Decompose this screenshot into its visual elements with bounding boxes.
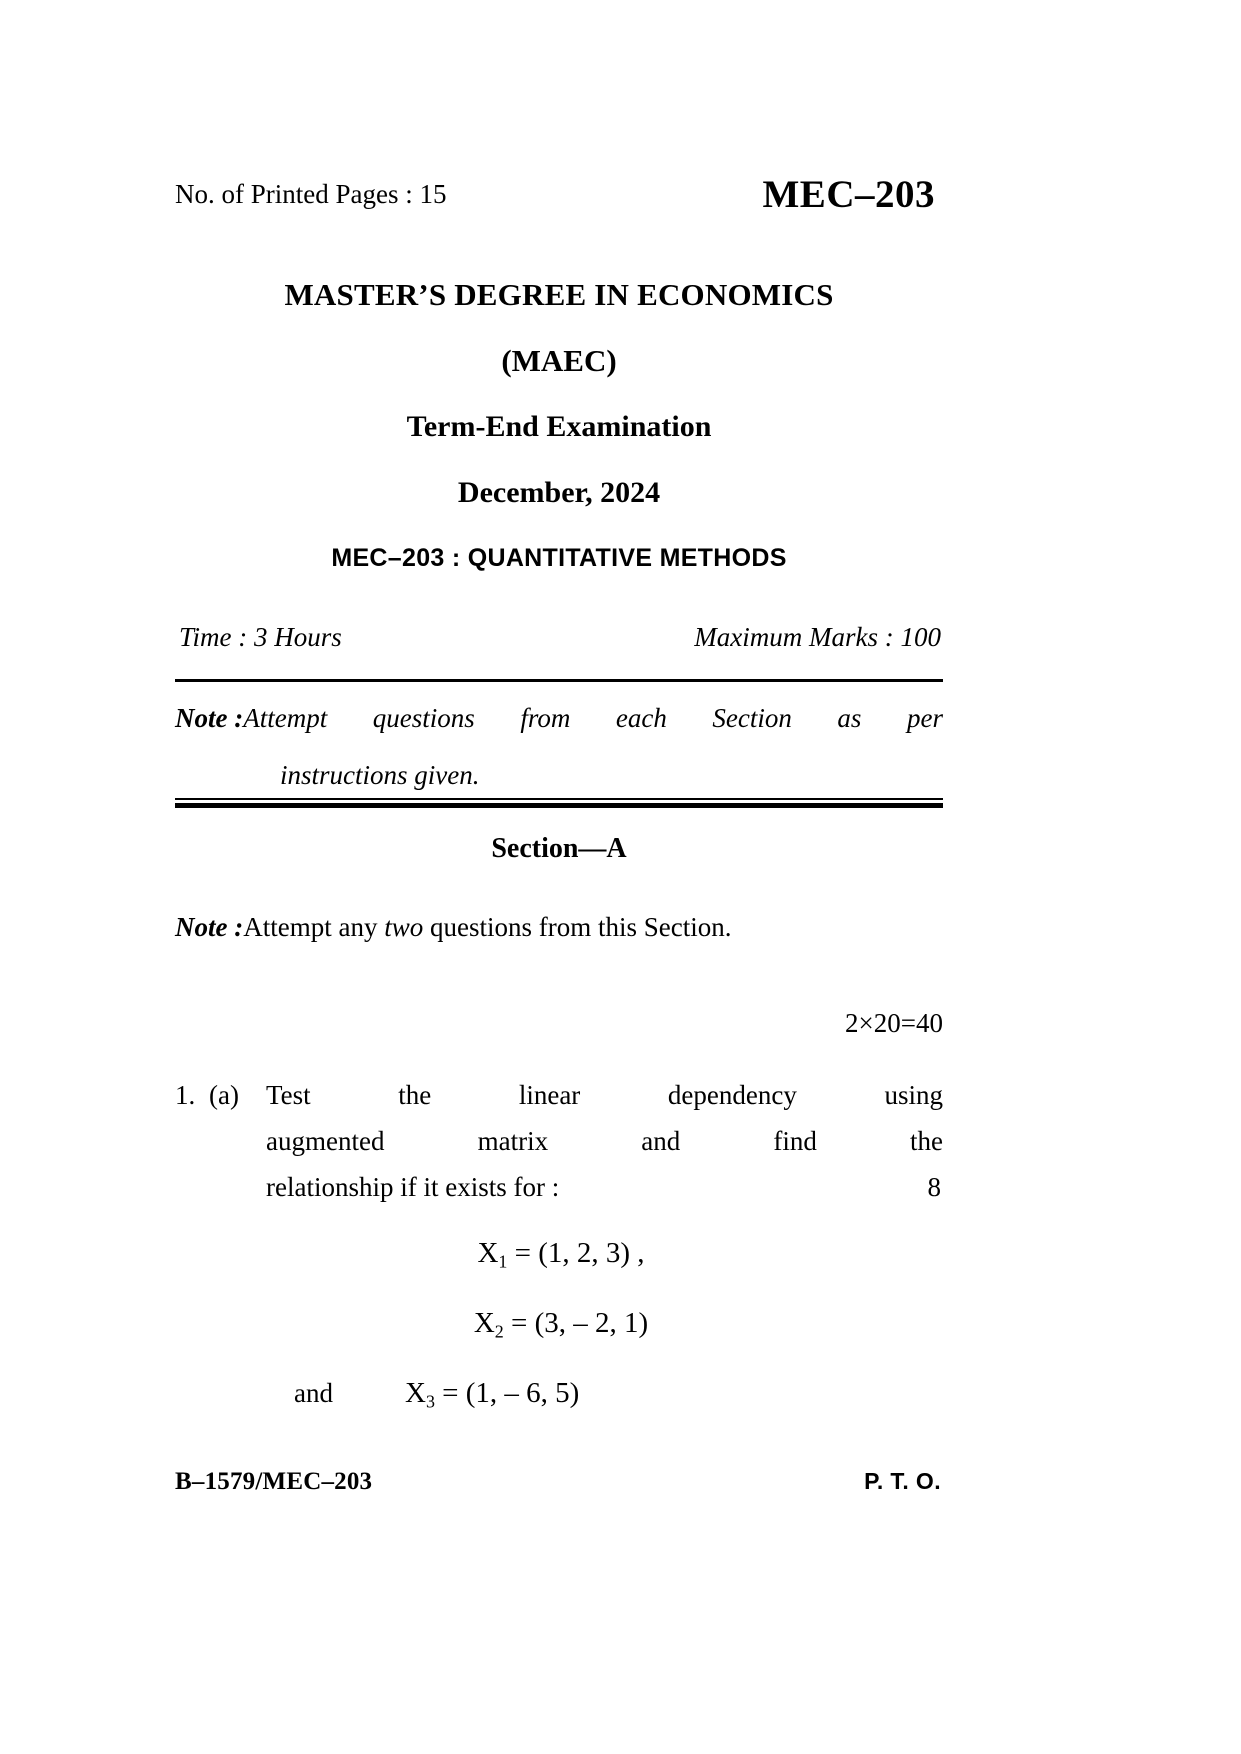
exam-info-row [175,622,943,653]
paper-code: MEC–203 [762,173,935,216]
math-expression-1 [175,1218,943,1288]
divider-rule-double [175,798,943,807]
exam-type: Term-End Examination [406,410,712,443]
math-expressions [175,1218,943,1428]
title-block [175,262,943,590]
section-note-label: Note : [175,912,244,942]
math-subscript: 2 [494,1321,504,1342]
footer-pto: P. T. O. [864,1468,941,1494]
math-subscript: 3 [425,1391,435,1412]
exam-paper-page [175,0,943,1754]
question-part-label: (a) [209,1080,239,1110]
general-note-line-2: instructions given. [280,760,480,790]
section-marks-allocation: 2×20=40 [845,1008,943,1038]
math-body: = (1, – 6, 5) [442,1377,580,1409]
page-header [175,168,943,216]
section-note-text [243,912,943,943]
math-body: = (1, 2, 3) , [514,1237,645,1269]
math-symbol: X [473,1307,495,1339]
math-connector-and: and [294,1378,333,1408]
question-number: 1. [175,1080,196,1110]
printed-pages-label: No. of Printed Pages : 15 [175,179,447,209]
math-symbol: X [477,1237,499,1269]
general-note-line-1: Attempt questions from each Section as per [243,703,943,733]
question-text-line-3-row [266,1164,943,1210]
section-note-emphasis: two [384,912,424,942]
exam-max-marks: Maximum Marks : 100 [694,622,941,652]
section-note-text-after: questions from this Section. [423,912,732,942]
question-marks: 8 [927,1172,941,1202]
question-1a [175,1072,943,1210]
math-subscript: 1 [498,1251,508,1272]
section-note [175,912,943,943]
math-body: = (3, – 2, 1) [511,1307,649,1339]
subject-title: MEC–203 : QUANTITATIVE METHODS [331,544,787,572]
section-note-text-before: Attempt any [243,912,385,942]
section-heading: Section—A [491,833,627,864]
question-text-line-3: relationship if it exists for : [266,1172,560,1202]
question-text-line-2: augmented matrix and find the [266,1126,943,1156]
math-expression-3 [175,1358,943,1428]
degree-abbreviation: (MAEC) [501,343,617,378]
degree-title: MASTER’S DEGREE IN ECONOMICS [284,277,834,312]
math-symbol: X [404,1377,426,1409]
page-footer [175,1468,943,1496]
general-note [175,690,943,804]
math-expression-3-body [405,1358,579,1428]
divider-rule-top [175,679,943,682]
general-note-label: Note : [175,703,244,733]
question-text-line-1: Test the linear dependency using [266,1080,943,1110]
exam-duration: Time : 3 Hours [179,622,342,652]
footer-paper-id: B–1579/MEC–203 [175,1468,373,1495]
math-expression-2 [175,1288,943,1358]
exam-date: December, 2024 [457,476,661,509]
